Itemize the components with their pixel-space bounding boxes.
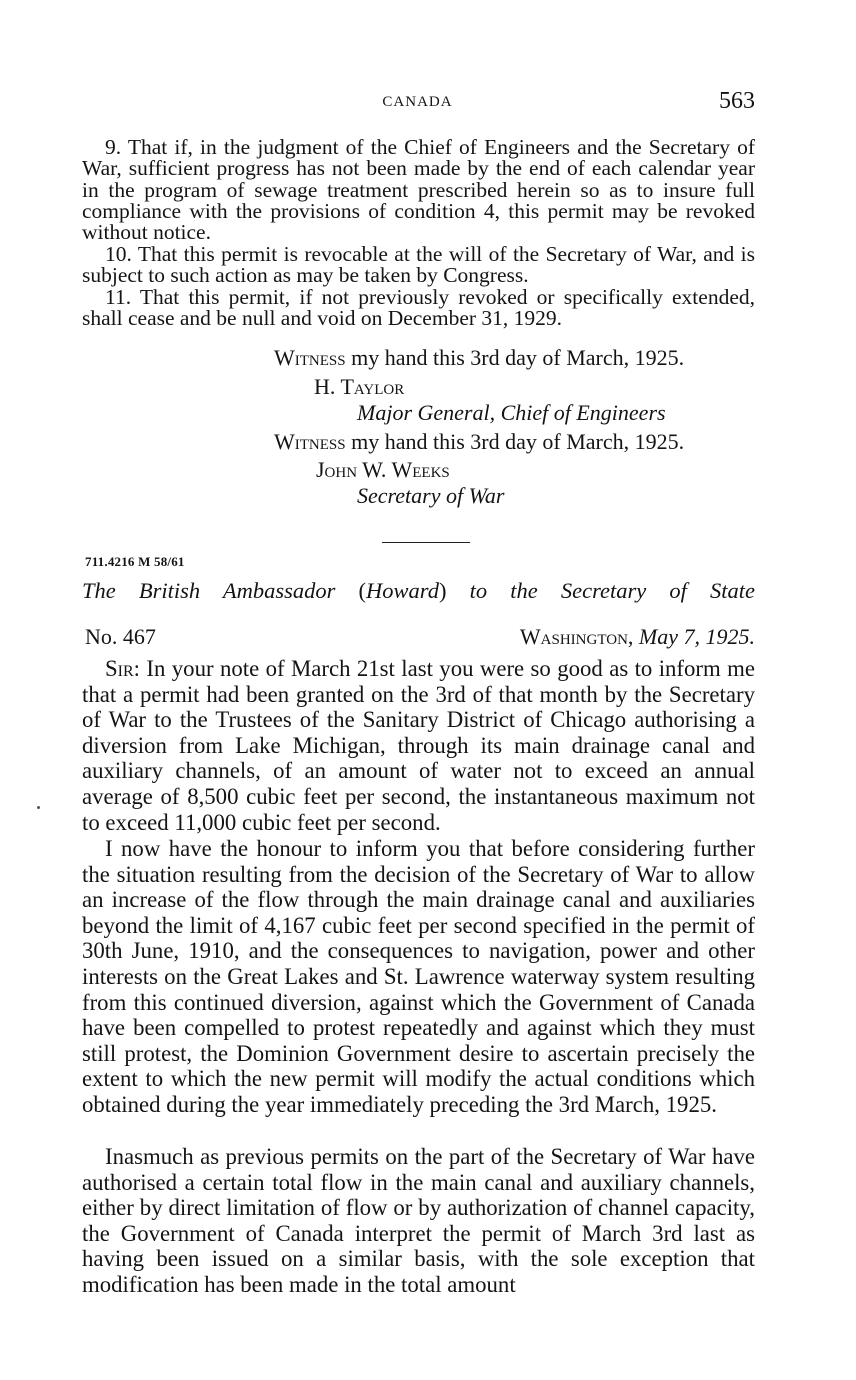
heading-name: Howard (366, 578, 439, 603)
letter-paragraph-3: Inasmuch as previous permits on the part of the Secretary of War have authorised a certain total flow in the main canal and auxiliary channels, either by direct limitation of flow or by authorization of channel capacity, the Government of Canada interpret the permit of March 3rd last as having been issued on a similar basis, with the sole exception that modification has been made in the total amount (82, 1144, 755, 1297)
heading-pre: The British Ambassador (82, 578, 359, 603)
scan-speck (37, 806, 40, 809)
witness-line-1 (274, 345, 684, 371)
heading-post: to the Secretary of State (446, 578, 755, 603)
heading-paren-open: ( (358, 578, 367, 603)
signer-name-1: H. Taylor (314, 374, 405, 399)
heading-paren-close: ) (438, 578, 447, 603)
letter-paragraph-1 (82, 656, 755, 835)
document-heading (82, 578, 755, 604)
file-number: 711.4216 M 58/61 (85, 554, 185, 569)
signer-title-1: Major General, Chief of Engineers (357, 400, 666, 425)
signer-title-2: Secretary of War (357, 483, 505, 508)
section-divider (382, 542, 470, 543)
running-header (80, 88, 755, 122)
letter-paragraph-2: I now have the honour to inform you that before considering further the situation resulting from the decision of the Secretary of War to allow an increase of the flow through the main drainage canal and auxiliaries beyond the limit of 4,167 cubic feet per second specified in the permit of 30th June, 1910, and the consequences to navigation, power and other interests on the Great Lakes and St. Lawrence waterway system resulting from this continued diversion, against which the Government of Canada have been compelled to protest repeatedly and against which they must still protest, the Dominion Government desire to ascertain precisely the extent to which the new permit will modify the actual conditions which obtained during the year immediately preceding the 3rd March, 1925. (82, 836, 755, 1117)
condition-11: 11. That this permit, if not previously revoked or specifically extended, shall cease and be null and void on December 31, 1929. (82, 285, 755, 331)
date: May 7, 1925. (638, 624, 755, 649)
place: Washington, (519, 624, 634, 649)
paragraph-1-text: In your note of March 21st last you were so good as to inform me that a permit had been granted on the 3rd of that month by the Secretary of War to the Trustees of the Sanitary District of Chicago authorising a diversion from Lake Michigan, through its main drainage canal and auxiliary channels, of an amount of water not to exceed an annual average of 8,500 cubic feet per second, the instantaneous maximum not to exceed 11,000 cubic feet per second. (82, 656, 755, 835)
witness-text: my hand this 3rd day of March, 1925. (345, 345, 685, 370)
witness-text: my hand this 3rd day of March, 1925. (345, 429, 685, 454)
condition-9: 9. That if, in the judgment of the Chief of Engineers and the Secretary of War, sufficient progress has not been made by the end of each calendar year in the program of sewage treatment prescribed herein so as to insure full compliance with the provisions of condition 4, this permit may be revoked without notice. (82, 135, 755, 245)
condition-10: 10. That this permit is revocable at the will of the Secretary of War, and is subject to such action as may be taken by Congress. (82, 242, 755, 288)
signer-name-2: John W. Weeks (316, 457, 450, 482)
witness-word: Witness (274, 429, 346, 454)
running-title: CANADA (382, 94, 453, 110)
place-date (520, 624, 755, 650)
document-number: No. 467 (85, 624, 156, 649)
dateline (85, 624, 755, 652)
page-number: 563 (719, 88, 755, 114)
salutation: Sir: (105, 656, 141, 681)
witness-line-2 (274, 429, 684, 455)
witness-word: Witness (274, 345, 346, 370)
